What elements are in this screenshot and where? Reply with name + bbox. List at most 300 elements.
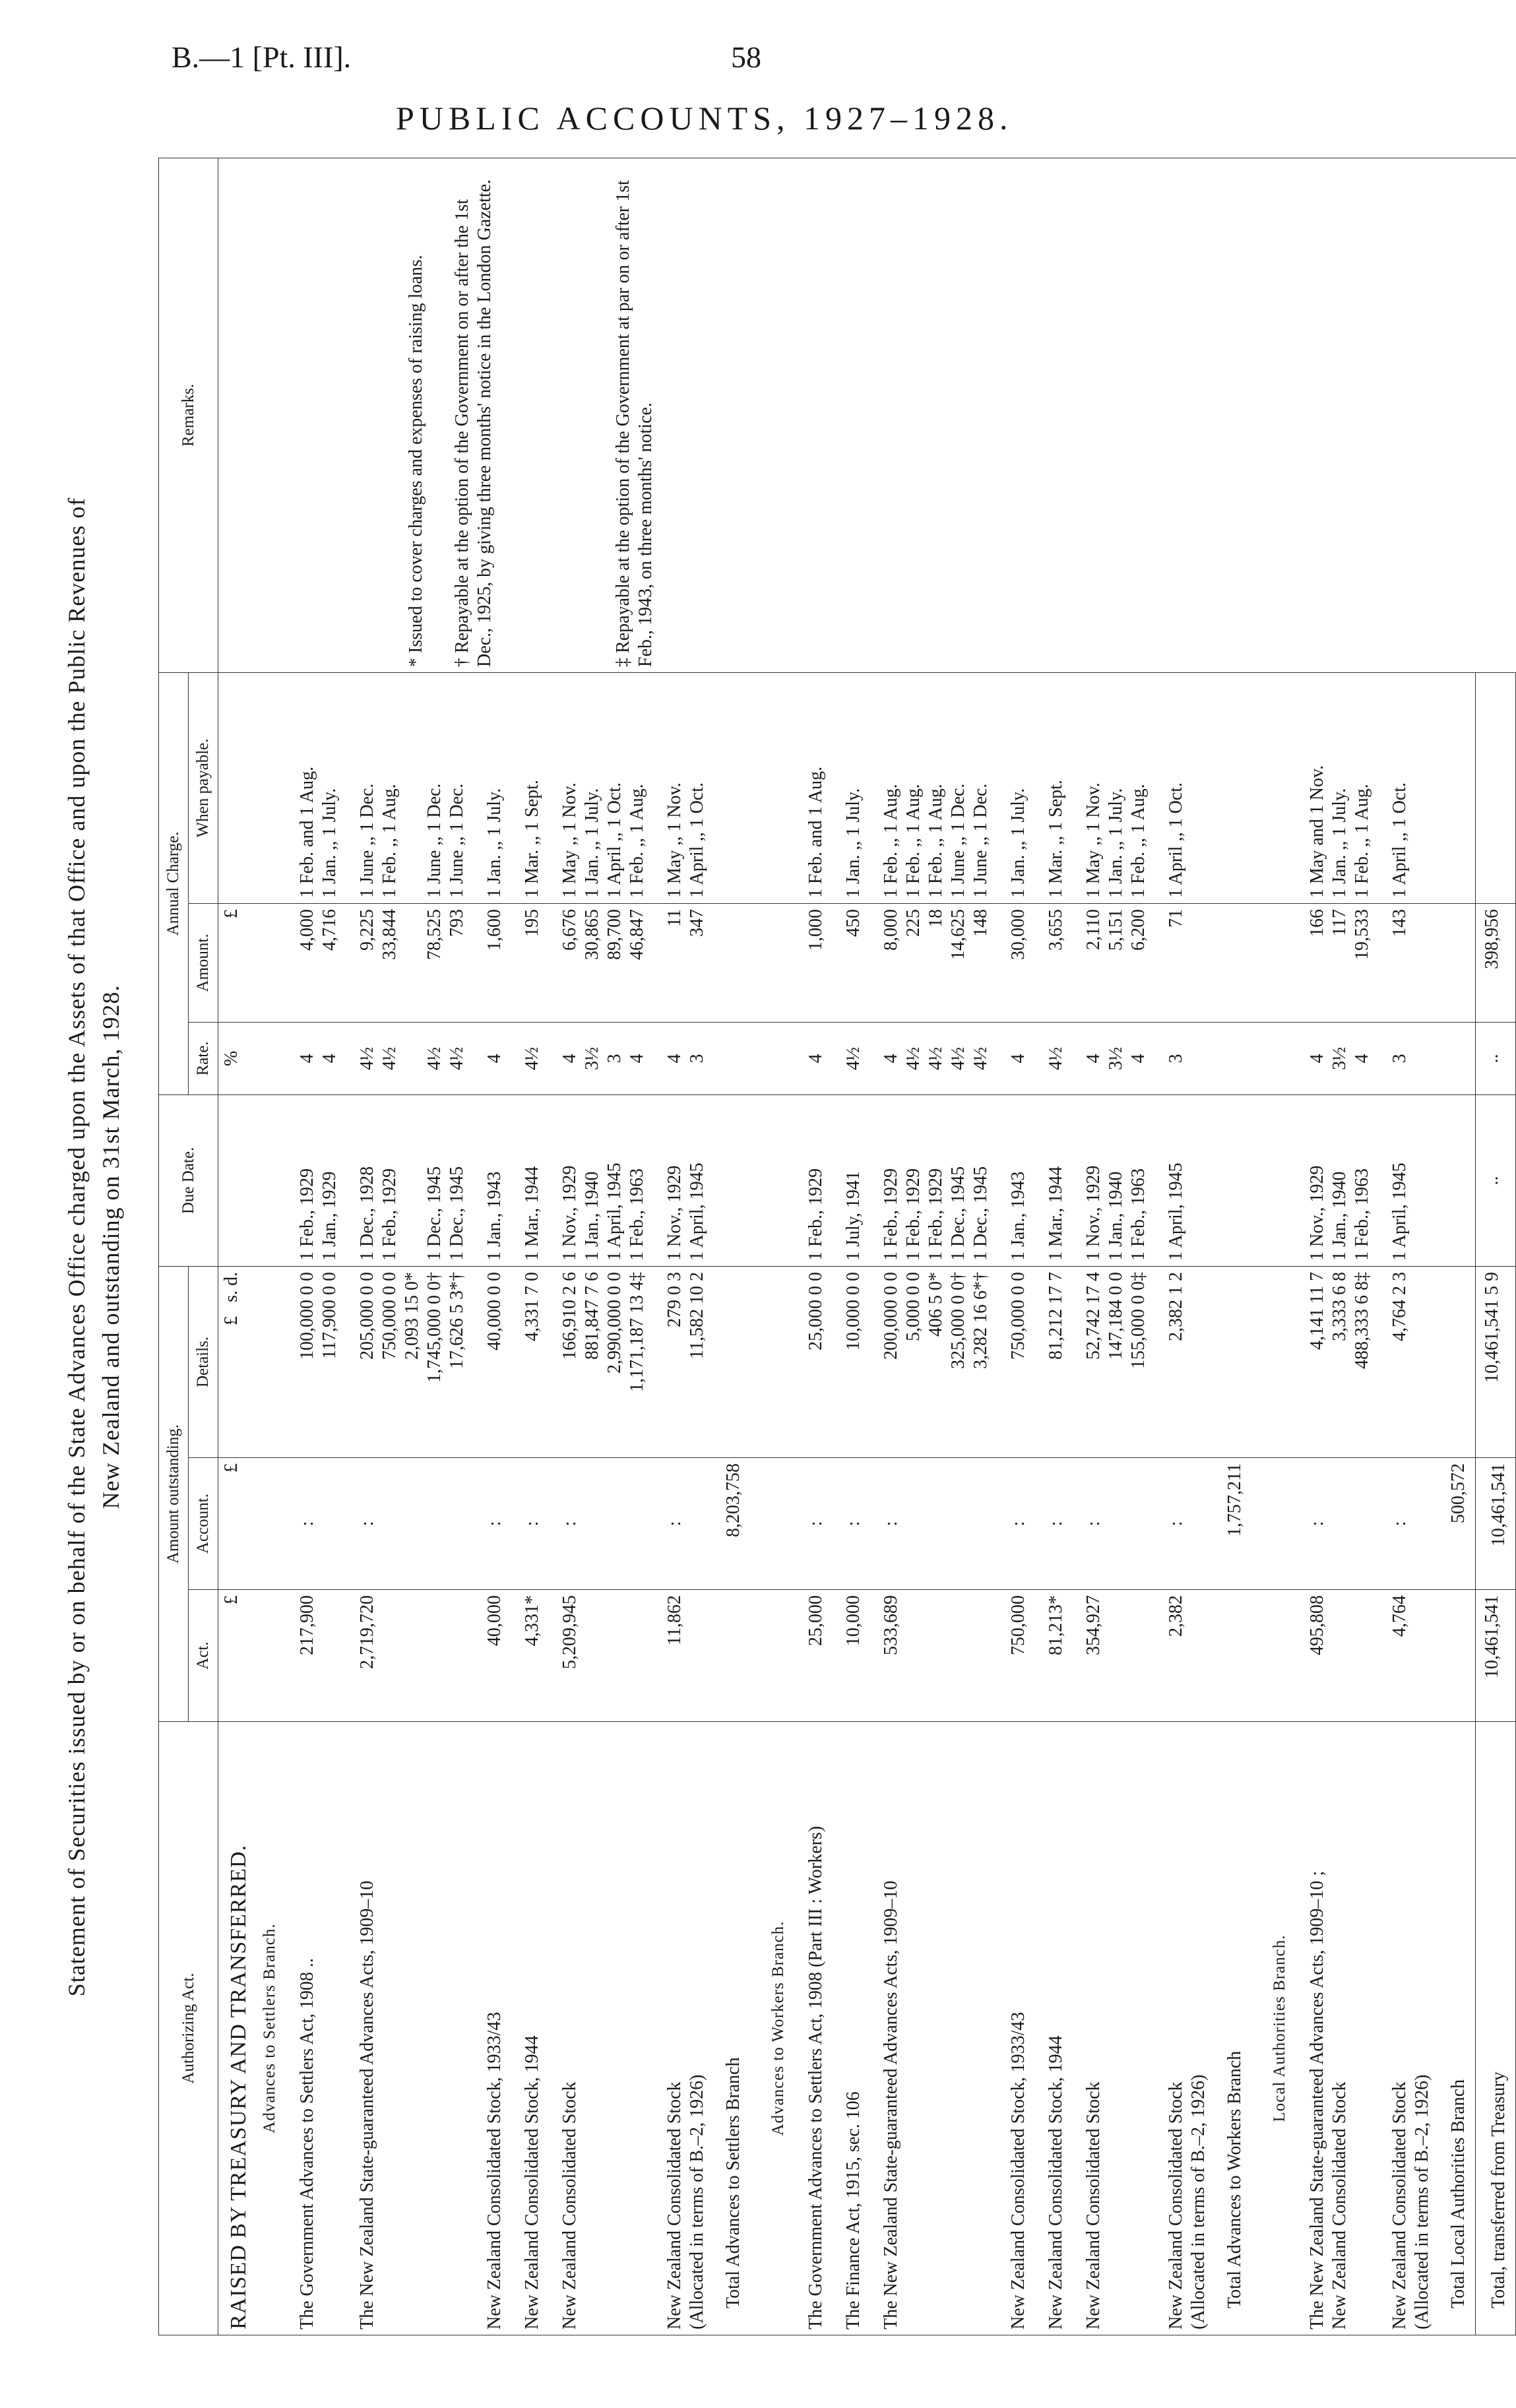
when-line: 1 May ,, 1 Nov.: [1083, 782, 1104, 898]
details: [1032, 1266, 1069, 1457]
when: [867, 672, 994, 903]
grand-total-rate: ..: [1476, 1022, 1516, 1094]
workers-total-when: [1212, 672, 1251, 903]
due: [994, 1094, 1032, 1266]
due-line: 1 Jan., 1929: [319, 1171, 340, 1261]
header-amount-outstanding: Amount outstanding.: [159, 1266, 189, 1721]
rate: [1152, 1022, 1212, 1094]
amount-line: 225: [903, 908, 924, 937]
unit-details: [218, 1266, 253, 1457]
when: [508, 672, 546, 903]
rate-line: 3½: [1106, 1046, 1126, 1070]
when: [1152, 672, 1212, 903]
authorizing-act: [867, 1722, 994, 2335]
rate-line: 4: [1352, 1054, 1372, 1063]
due-line: 1 Mar., 1944: [522, 1166, 542, 1261]
remark-2: † Repayable at the option of the Government on or after the 1st Dec., 1925, by giving three months' notice in the London Gazette.: [452, 179, 495, 667]
rate: [650, 1022, 711, 1094]
authorizing-act: [1032, 1722, 1069, 2335]
amount-line: 793: [447, 908, 467, 937]
amount-line: 78,525: [424, 908, 445, 960]
unit-amount: £: [218, 903, 253, 1022]
when-line: 1 Jan. ,, 1 July.: [582, 788, 602, 898]
details-line: 117,900 0 0: [319, 1271, 340, 1359]
when: [1032, 672, 1069, 903]
details-line: 155,000 0 0‡: [1128, 1271, 1149, 1369]
rate-line: [401, 1028, 424, 1089]
details-line: 205,000 0 0: [357, 1271, 377, 1360]
account-amount: :: [1293, 1458, 1375, 1590]
amount-line: 2,110: [1083, 908, 1104, 950]
due-line: 1 Feb., 1929: [881, 1168, 901, 1261]
details: [994, 1266, 1032, 1457]
authorizing-act: [829, 1722, 867, 2335]
rate-line: 3: [1389, 1054, 1410, 1063]
when-line: 1 April ,, 1 Oct.: [687, 782, 707, 898]
statement-title-line-2: New Zealand and outstanding on 31st March, 1928.: [98, 984, 124, 1509]
act-amount: 4,764: [1375, 1590, 1436, 1722]
authorizing-act: [1293, 1722, 1375, 2335]
rate-line: 4½: [843, 1046, 864, 1070]
rate-line: 4: [297, 1054, 317, 1063]
when: [1069, 672, 1152, 903]
when: [792, 672, 829, 903]
account-amount: :: [283, 1458, 343, 1590]
rate-line: 4: [1128, 1054, 1149, 1063]
empty-cell: [1251, 1590, 1293, 1722]
local-total-when: [1436, 672, 1476, 903]
when-line: 1 June ,, 1 Dec.: [424, 783, 445, 898]
amount: [1293, 903, 1375, 1022]
account-amount: :: [650, 1458, 711, 1590]
details-line: 2,382 1 2: [1166, 1271, 1186, 1341]
grand-total-act: 10,461,541: [1476, 1590, 1516, 1722]
unit-act: £: [218, 1590, 253, 1722]
header-details: Details.: [189, 1266, 218, 1457]
details-line: 488,333 6 8‡: [1352, 1271, 1372, 1369]
account-amount: :: [1032, 1458, 1069, 1590]
authorizing-act: [994, 1722, 1032, 2335]
when-line: 1 Feb. ,, 1 Aug.: [627, 784, 647, 898]
rotated-statement: [59, 158, 1509, 2335]
details-line: 406 5 0*: [926, 1271, 946, 1337]
act-amount: 750,000: [994, 1590, 1032, 1722]
due-line: 1 Jan., 1940: [582, 1171, 602, 1261]
grand-total-label: Total, transferred from Treasury: [1476, 1722, 1516, 2335]
amount: [546, 903, 650, 1022]
act-amount: 2,719,720: [343, 1590, 470, 1722]
when-line: 1 June ,, 1 Dec.: [948, 783, 968, 898]
when-line: 1 May and 1 Nov.: [1307, 765, 1327, 898]
amount-line: [401, 909, 424, 1017]
act-note: (Allocated in terms of B.–2, 1926): [1188, 2074, 1209, 2329]
account-amount: :: [343, 1458, 470, 1590]
due-line: 1 Dec., 1928: [357, 1166, 377, 1261]
act-name: The New Zealand State-guaranteed Advances Acts, 1909–10 ;: [1307, 1870, 1327, 2329]
when: [470, 672, 508, 903]
rate-line: 3: [1166, 1054, 1186, 1063]
details: [1293, 1266, 1375, 1457]
amount: [1032, 903, 1069, 1022]
rate-line: 3½: [1329, 1046, 1350, 1070]
when-line: 1 Jan. ,, 1 July.: [1329, 788, 1350, 898]
rate-line: 4½: [1046, 1046, 1066, 1070]
rate: [829, 1022, 867, 1094]
due-line: 1 Feb., 1963: [1128, 1168, 1149, 1261]
authorizing-act: [650, 1722, 711, 2335]
act-name: New Zealand Consolidated Stock: [664, 2081, 685, 2329]
due: [867, 1094, 994, 1266]
details: [343, 1266, 470, 1457]
details-line: 750,000 0 0: [379, 1271, 400, 1360]
due: [650, 1094, 711, 1266]
amount-line: 4,716: [319, 908, 340, 951]
account-amount: :: [792, 1458, 829, 1590]
header-rate: Rate.: [189, 1022, 218, 1094]
empty-cell: [750, 1590, 792, 1722]
details-line: 10,000 0 0: [843, 1271, 864, 1350]
rate-line: 4: [319, 1054, 340, 1063]
rate: [283, 1022, 343, 1094]
amount: [1375, 903, 1436, 1022]
amount-line: 1,600: [484, 908, 505, 951]
due: [829, 1094, 867, 1266]
settlers-total-when: [711, 672, 750, 903]
rate: [792, 1022, 829, 1094]
empty-cell: [1251, 1458, 1293, 1590]
unit-pound: £: [221, 1315, 241, 1325]
details-line: 3,282 16 6*†: [970, 1271, 991, 1369]
details: [1152, 1266, 1212, 1457]
local-total-act: [1436, 1590, 1476, 1722]
act-name: The Government Advances to Settlers Act, 1908 (Part III : Workers): [805, 1825, 826, 2329]
account-amount: :: [829, 1458, 867, 1590]
rate: [994, 1022, 1032, 1094]
authorizing-act: [470, 1722, 508, 2335]
grand-total-amount: 398,956: [1476, 903, 1516, 1022]
authorizing-act: [1152, 1722, 1212, 2335]
workers-total-rate: [1212, 1022, 1251, 1094]
details-line: 25,000 0 0: [805, 1271, 826, 1350]
when-line: 1 May ,, 1 Nov.: [559, 782, 580, 898]
amount: [792, 903, 829, 1022]
act-name: New Zealand Consolidated Stock, 1933/43: [484, 2012, 505, 2329]
details-line: 200,000 0 0: [881, 1271, 901, 1360]
amount-line: 18: [926, 908, 946, 928]
due-line: [401, 1100, 424, 1261]
amount-line: 46,847: [627, 908, 647, 960]
when: [994, 672, 1032, 903]
when-line: 1 May ,, 1 Nov.: [664, 782, 685, 898]
unit-sd: s. d.: [221, 1271, 241, 1302]
act-note: (Allocated in terms of B.–2, 1926): [687, 2074, 707, 2329]
act-name: New Zealand Consolidated Stock, 1944: [522, 2035, 542, 2329]
section-workers: Advances to Workers Branch.: [750, 1722, 792, 2335]
when: [1293, 672, 1375, 903]
remarks-cell: [218, 158, 1516, 672]
rate-line: 3½: [582, 1046, 602, 1070]
amount-line: 1,000: [805, 908, 826, 951]
details-line: 147,184 0 0: [1106, 1271, 1126, 1360]
header-when-payable: When payable.: [189, 672, 218, 903]
settlers-total-act: [711, 1590, 750, 1722]
settlers-total-account: 8,203,758: [711, 1458, 750, 1590]
act-amount: 81,213*: [1032, 1590, 1069, 1722]
details-line: 40,000 0 0: [484, 1271, 505, 1350]
due: [792, 1094, 829, 1266]
details-line: 17,626 5 3*†: [447, 1271, 467, 1369]
due-line: 1 April, 1945: [1389, 1162, 1410, 1261]
when: [650, 672, 711, 903]
when-line: 1 Jan. ,, 1 July.: [1106, 788, 1126, 898]
act-note: (Allocated in terms of B.–2, 1926): [1412, 2074, 1432, 2329]
header-due-date: Due Date.: [159, 1094, 218, 1266]
details-line: 2,990,000 0 0: [604, 1271, 625, 1374]
empty-cell: [1251, 1022, 1293, 1094]
local-total-details: [1436, 1266, 1476, 1457]
empty-cell: [750, 1458, 792, 1590]
rate-line: 3: [604, 1054, 625, 1063]
act-amount: 25,000: [792, 1590, 829, 1722]
when-line: 1 June ,, 1 Dec.: [970, 783, 991, 898]
amount-line: 166: [1307, 908, 1327, 937]
details-line: 750,000 0 0: [1008, 1271, 1028, 1360]
due: [1293, 1094, 1375, 1266]
act-name: New Zealand Consolidated Stock: [1166, 2081, 1186, 2329]
act-amount: 354,927: [1069, 1590, 1152, 1722]
when: [1375, 672, 1436, 903]
details-line: 881,847 7 6: [582, 1271, 602, 1360]
settlers-total-rate: [711, 1022, 750, 1094]
amount-line: 8,000: [881, 908, 901, 951]
empty-cell: [1251, 1266, 1293, 1457]
when: [829, 672, 867, 903]
act-amount: 4,331*: [508, 1590, 546, 1722]
act-name: The Government Advances to Settlers Act, 1908 ..: [297, 1958, 317, 2329]
when: [283, 672, 343, 903]
due: [470, 1094, 508, 1266]
amount-line: 14,625: [948, 908, 968, 960]
when-line: 1 Feb. ,, 1 Aug.: [1128, 784, 1149, 898]
when-line: 1 Feb. ,, 1 Aug.: [903, 784, 924, 898]
empty-cell: [750, 1266, 792, 1457]
due: [283, 1094, 343, 1266]
statement-title: [59, 158, 152, 2335]
unit-account: £: [218, 1458, 253, 1590]
when-line: 1 Mar. ,, 1 Sept.: [1046, 780, 1066, 898]
workers-total-due: [1212, 1094, 1251, 1266]
due: [546, 1094, 650, 1266]
amount: [1152, 903, 1212, 1022]
settlers-total-due: [711, 1094, 750, 1266]
rate-line: 4: [881, 1054, 901, 1063]
amount-line: 143: [1389, 908, 1410, 937]
section-settlers: Advances to Settlers Branch.: [252, 1722, 283, 2335]
grand-total-details: 10,461,541 5 9: [1476, 1266, 1516, 1457]
settlers-total-details: [711, 1266, 750, 1457]
details: [867, 1266, 994, 1457]
act-amount: 495,808: [1293, 1590, 1375, 1722]
header-act: Act.: [189, 1590, 218, 1722]
authorizing-act: [1375, 1722, 1436, 2335]
details-line: 1,171,187 13 4‡: [627, 1271, 647, 1392]
table-body: [218, 158, 1516, 2335]
due-line: 1 July, 1941: [843, 1171, 864, 1261]
rate-line: 4: [559, 1054, 580, 1063]
when-line: 1 April ,, 1 Oct.: [1389, 782, 1410, 898]
when-line: 1 June ,, 1 Dec.: [447, 783, 467, 898]
rate-line: 4: [1008, 1054, 1028, 1063]
due-line: 1 Dec., 1945: [447, 1166, 467, 1261]
rate: [343, 1022, 470, 1094]
settlers-total-label: Total Advances to Settlers Branch: [711, 1722, 750, 2335]
when-line: 1 Feb. and 1 Aug.: [805, 766, 826, 898]
act-amount: 5,209,945: [546, 1590, 650, 1722]
rate-line: 4½: [926, 1046, 946, 1070]
local-total-amount: [1436, 903, 1476, 1022]
amount-line: 30,000: [1008, 908, 1028, 960]
act-name: New Zealand Consolidated Stock, 1944: [1046, 2035, 1066, 2329]
when-line: 1 Jan. ,, 1 July.: [843, 788, 864, 898]
details-line: 11,582 10 2: [687, 1271, 707, 1359]
details: [546, 1266, 650, 1457]
rate-line: 3: [687, 1054, 707, 1063]
rate-line: 4: [805, 1054, 826, 1063]
amount-line: 19,533: [1352, 908, 1372, 960]
details-line: 4,764 2 3: [1389, 1271, 1410, 1341]
workers-total-account: 1,757,211: [1212, 1458, 1251, 1590]
details-line: 4,141 11 7: [1307, 1271, 1327, 1350]
rate-line: 4½: [447, 1046, 467, 1070]
amount: [867, 903, 994, 1022]
authorizing-act: [283, 1722, 343, 2335]
when: [343, 672, 470, 903]
due-line: 1 Feb., 1929: [926, 1168, 946, 1261]
account-amount: :: [508, 1458, 546, 1590]
when-line: 1 Jan. ,, 1 July.: [1008, 788, 1028, 898]
act-name: New Zealand Consolidated Stock: [1083, 2081, 1104, 2329]
when-line: 1 Feb. ,, 1 Aug.: [881, 784, 901, 898]
amount: [508, 903, 546, 1022]
when-line: 1 June ,, 1 Dec.: [357, 783, 377, 898]
amount-line: 11: [664, 908, 685, 927]
when-line: [401, 678, 424, 898]
rate-line: 4½: [424, 1046, 445, 1070]
rate-line: 4½: [948, 1046, 968, 1070]
details: [508, 1266, 546, 1457]
authorizing-act: [546, 1722, 650, 2335]
amount-line: 3,655: [1046, 908, 1066, 951]
rate: [508, 1022, 546, 1094]
details: [1375, 1266, 1436, 1457]
amount-line: 89,700: [604, 908, 625, 960]
account-amount: :: [994, 1458, 1032, 1590]
rate-line: 4: [627, 1054, 647, 1063]
header-amount: Amount.: [189, 903, 218, 1022]
details-line: 3,333 6 8: [1329, 1271, 1350, 1341]
rate: [546, 1022, 650, 1094]
when-line: 1 Jan. ,, 1 July.: [484, 788, 505, 898]
act-name: The New Zealand State-guaranteed Advances Acts, 1909–10: [881, 1880, 901, 2329]
when-line: 1 April ,, 1 Oct.: [1166, 782, 1186, 898]
section-treasury: RAISED BY TREASURY AND TRANSFERRED.: [218, 1722, 253, 2335]
details-line: 100,000 0 0: [297, 1271, 317, 1360]
rate-line: 4½: [522, 1046, 542, 1070]
authorizing-act: [792, 1722, 829, 2335]
amount: [343, 903, 470, 1022]
when: [546, 672, 650, 903]
account-amount: :: [470, 1458, 508, 1590]
due: [1152, 1094, 1212, 1266]
act-name: The Finance Act, 1915, sec. 106: [843, 2091, 864, 2329]
grand-total-when: [1476, 672, 1516, 903]
due: [1375, 1094, 1436, 1266]
due-line: 1 Feb., 1929: [379, 1168, 400, 1261]
when-line: 1 Mar. ,, 1 Sept.: [522, 780, 542, 898]
details: [1069, 1266, 1152, 1457]
local-total-rate: [1436, 1022, 1476, 1094]
act-amount: 10,000: [829, 1590, 867, 1722]
amount-line: 148: [970, 908, 991, 937]
rate-line: 4: [1083, 1054, 1104, 1063]
account-amount: :: [867, 1458, 994, 1590]
act-name: New Zealand Consolidated Stock: [1389, 2081, 1410, 2329]
due-line: 1 Nov., 1929: [1083, 1165, 1104, 1261]
empty-cell: [750, 1094, 792, 1266]
amount-line: 4,000: [297, 908, 317, 951]
details-line: 5,000 0 0: [903, 1271, 924, 1341]
empty-cell: [750, 903, 792, 1022]
rate-line: 4½: [357, 1046, 377, 1070]
due-line: 1 Dec., 1945: [948, 1166, 968, 1261]
rate-line: 4: [484, 1054, 505, 1063]
act-amount: 2,382: [1152, 1590, 1212, 1722]
unit-rate: %: [218, 1022, 253, 1094]
empty-cell: [750, 1022, 792, 1094]
details: [470, 1266, 508, 1457]
header-annual-charge: Annual Charge.: [159, 672, 189, 1094]
amount: [470, 903, 508, 1022]
header-remarks: Remarks.: [159, 158, 218, 672]
amount-line: 450: [843, 908, 864, 937]
due-line: 1 Dec., 1945: [970, 1166, 991, 1261]
details: [650, 1266, 711, 1457]
when-line: 1 Feb. ,, 1 Aug.: [1352, 784, 1372, 898]
rate: [1069, 1022, 1152, 1094]
act-name: New Zealand Consolidated Stock: [559, 2081, 580, 2329]
workers-total-act: [1212, 1590, 1251, 1722]
rate: [1375, 1022, 1436, 1094]
due-line: 1 Feb., 1963: [627, 1168, 647, 1261]
details-line: 2,093 15 0*: [402, 1271, 422, 1360]
due: [1032, 1094, 1069, 1266]
authorizing-act: [343, 1722, 470, 2335]
due-line: 1 Feb., 1929: [903, 1168, 924, 1261]
rate: [1032, 1022, 1069, 1094]
act-name: New Zealand Consolidated Stock, 1933/43: [1008, 2012, 1028, 2329]
rate-line: 4½: [903, 1046, 924, 1070]
grand-total-account: 10,461,541: [1476, 1458, 1516, 1590]
page-number: 58: [731, 40, 761, 74]
due-line: 1 April, 1945: [604, 1162, 625, 1261]
rate: [867, 1022, 994, 1094]
rate: [1293, 1022, 1375, 1094]
remark-1: * Issued to cover charges and expenses of raising loans.: [406, 255, 426, 667]
empty-cell: [750, 672, 792, 903]
amount-line: 117: [1329, 908, 1350, 936]
details-line: 166,910 2 6: [559, 1271, 580, 1360]
amount: [994, 903, 1032, 1022]
